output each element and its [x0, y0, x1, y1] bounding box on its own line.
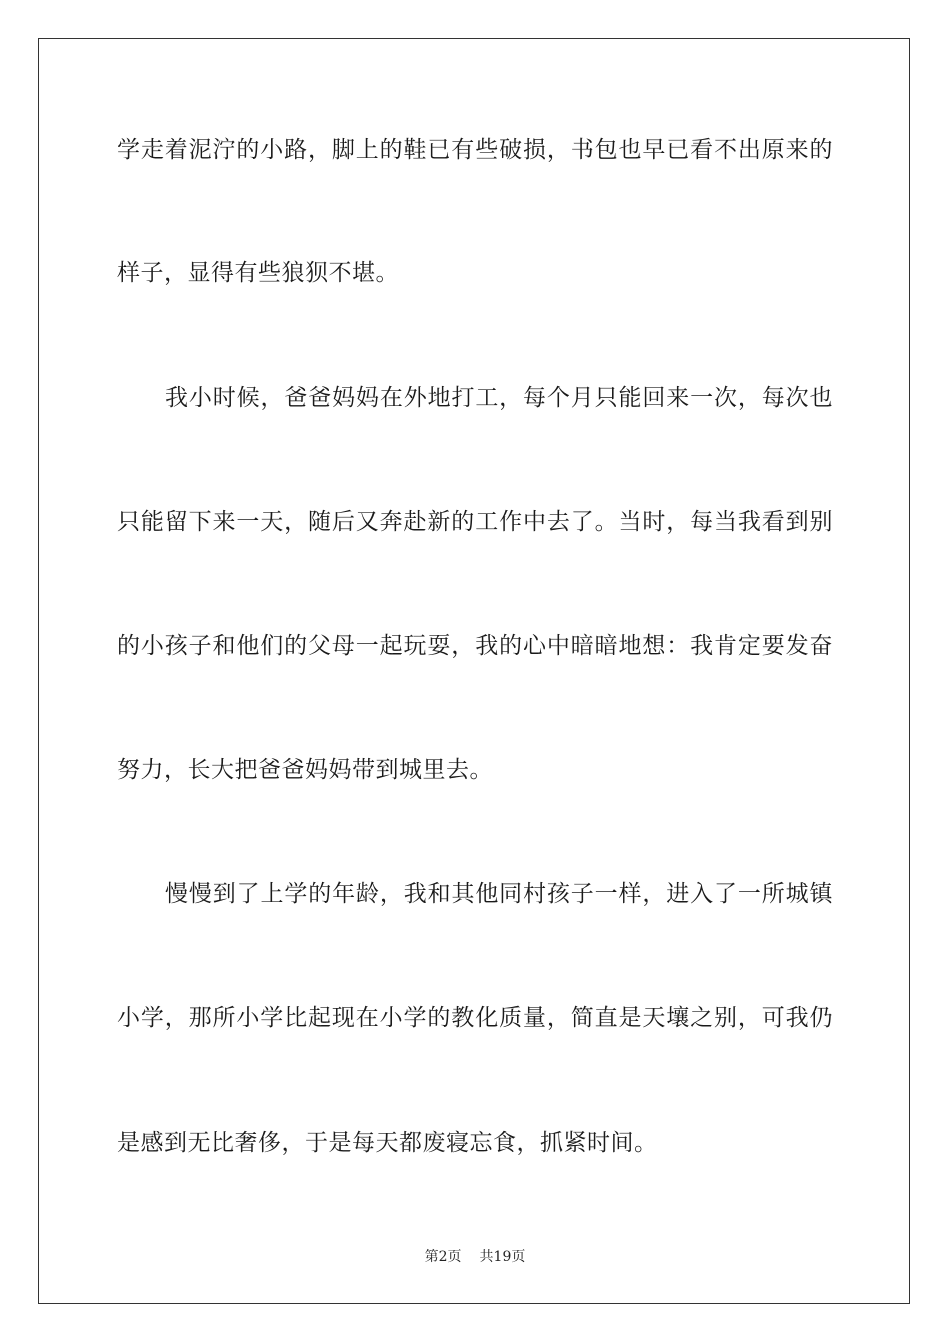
paragraph-line: 小学，那所小学比起现在小学的教化质量，简直是天壤之别，可我仍: [117, 1005, 833, 1031]
paragraph-line: 慢慢到了上学的年龄，我和其他同村孩子一样，进入了一所城镇: [165, 881, 833, 907]
page-number: 第2页: [424, 1249, 462, 1265]
paragraph-line: 学走着泥泞的小路，脚上的鞋已有些破损，书包也早已看不出原来的: [117, 137, 833, 163]
paragraph-line: 我小时候，爸爸妈妈在外地打工，每个月只能回来一次，每次也: [165, 385, 833, 411]
page-footer: [0, 1247, 950, 1267]
page-total: 共19页: [479, 1249, 526, 1265]
paragraph-line: 是感到无比奢侈，于是每天都废寝忘食，抓紧时间。: [117, 1130, 658, 1156]
paragraph-line: 的小孩子和他们的父母一起玩耍，我的心中暗暗地想：我肯定要发奋: [117, 633, 833, 659]
paragraph-line: 只能留下来一天，随后又奔赴新的工作中去了。当时，每当我看到别: [117, 509, 833, 535]
paragraph-line: 样子，显得有些狼狈不堪。: [117, 260, 399, 286]
paragraph-line: 努力，长大把爸爸妈妈带到城里去。: [117, 757, 493, 783]
page-border: [38, 38, 910, 1304]
